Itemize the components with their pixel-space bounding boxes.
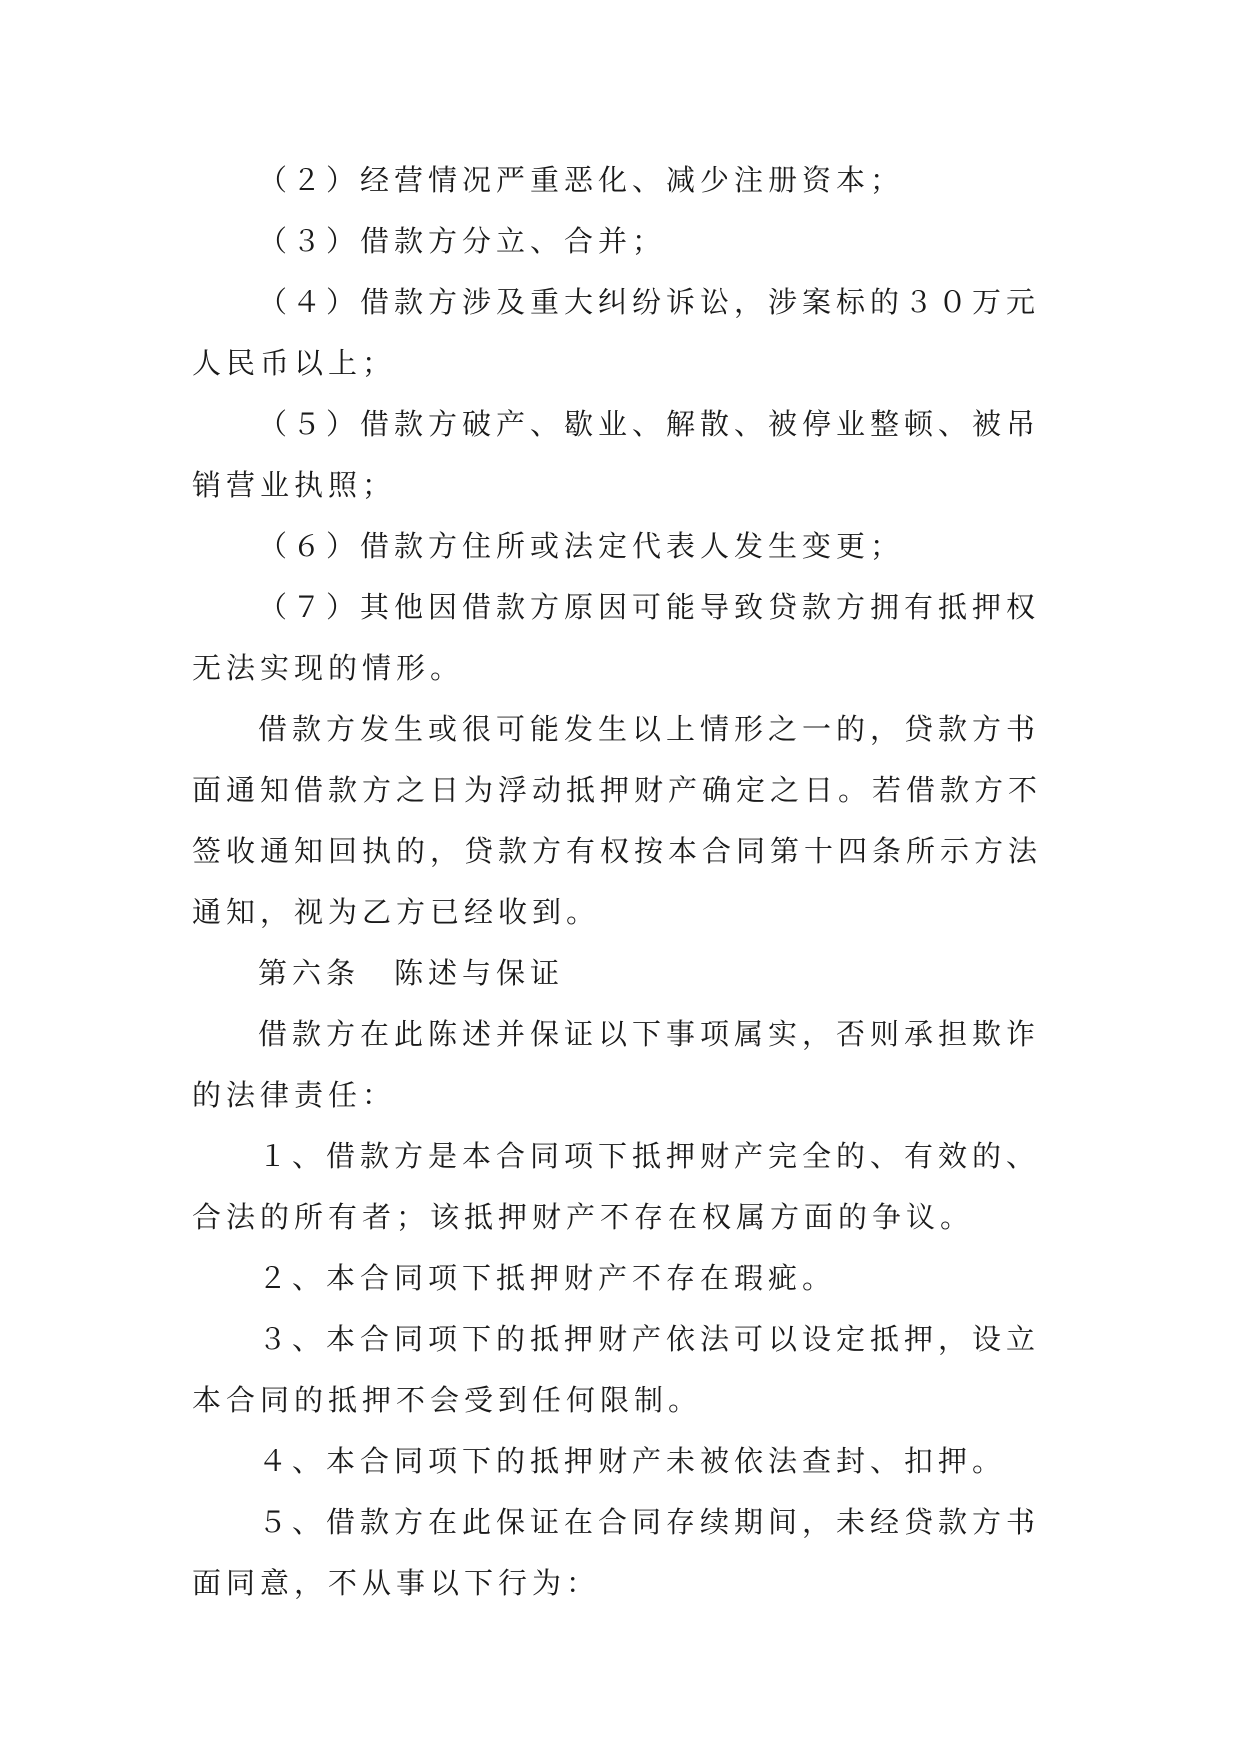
clause-item-5: （５）借款方破产、歇业、解散、被停业整顿、被吊销营业执照； [192, 407, 1041, 502]
representation-intro: 借款方在此陈述并保证以下事项属实，否则承担欺诈的法律责任： [192, 1017, 1041, 1112]
clause-item-7: （７）其他因借款方原因可能导致贷款方拥有抵押权无法实现的情形。 [192, 590, 1041, 685]
clause-item-6: （６）借款方住所或法定代表人发生变更； [258, 529, 905, 563]
representation-item-4: ４、本合同项下的抵押财产未被依法查封、扣押。 [258, 1444, 1007, 1478]
document-body [192, 150, 1072, 1614]
representation-item-3: ３、本合同项下的抵押财产依法可以设定抵押，设立本合同的抵押不会受到任何限制。 [192, 1322, 1041, 1417]
clause-item-3: （３）借款方分立、合并； [258, 224, 667, 258]
notice-paragraph: 借款方发生或很可能发生以上情形之一的，贷款方书面通知借款方之日为浮动抵押财产确定之日。若借款方不签收通知回执的，贷款方有权按本合同第十四条所示方法通知，视为乙方已经收到。 [192, 712, 1043, 929]
article-six-heading: 第六条 陈述与保证 [258, 956, 565, 990]
representation-item-1: １、借款方是本合同项下抵押财产完全的、有效的、合法的所有者；该抵押财产不存在权属方面的争议。 [192, 1139, 1041, 1234]
representation-item-5: ５、借款方在此保证在合同存续期间，未经贷款方书面同意，不从事以下行为： [192, 1505, 1041, 1600]
clause-item-2: （２）经营情况严重恶化、减少注册资本； [258, 163, 905, 197]
representation-item-2: ２、本合同项下抵押财产不存在瑕疵。 [258, 1261, 837, 1295]
clause-item-4: （４）借款方涉及重大纠纷诉讼，涉案标的３０万元人民币以上； [192, 285, 1041, 380]
